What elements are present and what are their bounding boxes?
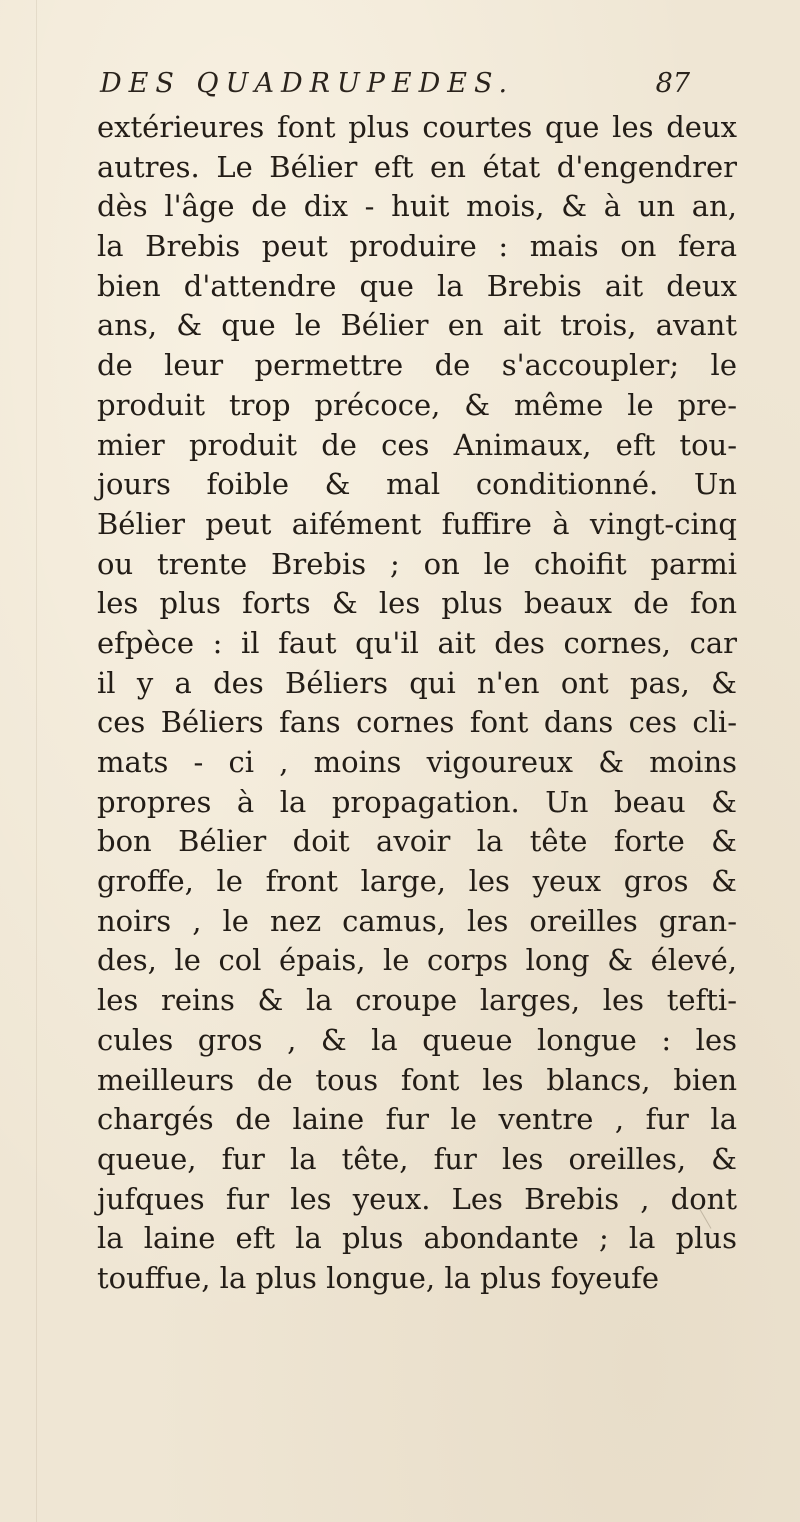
running-head-title: DES QUADRUPEDES. xyxy=(100,68,515,99)
text-line: queue, fur la tête, fur les oreilles, & xyxy=(97,1141,737,1176)
text-line: la Brebis peut produire : mais on fera xyxy=(97,229,737,264)
text-line: ces Béliers fans cornes font dans ces cli- xyxy=(97,705,737,740)
text-line: cules gros , & la queue longue : les xyxy=(97,1022,737,1057)
text-line: chargés de laine fur le ventre , fur la xyxy=(97,1102,737,1137)
text-line: extérieures font plus courtes que les deux xyxy=(97,110,737,144)
text-line: bien d'attendre que la Brebis ait deux xyxy=(97,268,737,303)
running-head xyxy=(100,68,690,108)
text-line: Bélier peut aifément fuffire à vingt-cinq xyxy=(97,506,737,541)
text-line: ou trente Brebis ; on le choifit parmi xyxy=(97,546,737,581)
text-line: noirs , le nez camus, les oreilles gran- xyxy=(97,903,737,938)
text-line: produit trop précoce, & même le pre- xyxy=(97,387,737,422)
text-line: propres à la propagation. Un beau & xyxy=(97,784,737,819)
page-number: 87 xyxy=(655,68,690,99)
text-line: jufques fur les yeux. Les Brebis , dont xyxy=(97,1181,737,1216)
text-line: mats - ci , moins vigoureux & moins xyxy=(97,745,737,779)
text-line: la laine eft la plus abondante ; la plus xyxy=(97,1221,737,1256)
text-line: les plus forts & les plus beaux de fon xyxy=(97,586,737,621)
text-line: touffue, la plus longue, la plus foyeufe xyxy=(97,1260,660,1295)
body-text xyxy=(97,108,737,1299)
page-gutter-shadow xyxy=(36,0,37,1522)
text-line: il y a des Béliers qui n'en ont pas, & xyxy=(97,665,737,700)
text-line: les reins & la croupe larges, les tefti- xyxy=(97,983,737,1018)
text-line: jours foible & mal conditionné. Un xyxy=(97,467,737,502)
text-line: des, le col épais, le corps long & élevé, xyxy=(97,943,737,978)
text-line: mier produit de ces Animaux, eft tou- xyxy=(97,427,737,462)
text-line: ans, & que le Bélier en ait trois, avant xyxy=(97,308,737,343)
text-line: de leur permettre de s'accoupler; le xyxy=(97,348,737,383)
text-line: efpèce : il faut qu'il ait des cornes, car xyxy=(97,625,737,660)
text-line: autres. Le Bélier eft en état d'engendrer xyxy=(97,149,737,184)
text-line: groffe, le front large, les yeux gros & xyxy=(97,864,737,899)
text-line: bon Bélier doit avoir la tête forte & xyxy=(97,824,737,859)
text-line: meilleurs de tous font les blancs, bien xyxy=(97,1062,737,1097)
text-line: dès l'âge de dix - huit mois, & à un an, xyxy=(97,189,737,224)
